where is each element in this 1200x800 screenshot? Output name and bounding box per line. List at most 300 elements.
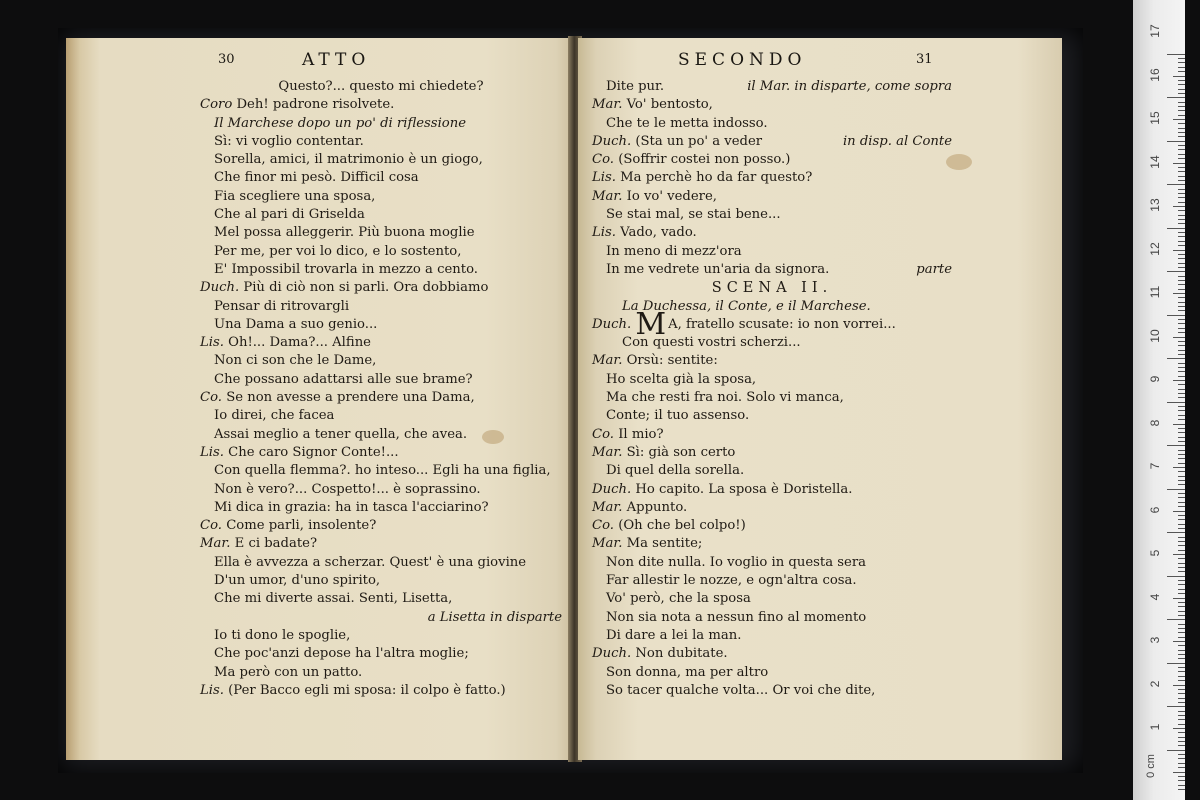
text-line [592,627,952,645]
ruler-tick [1178,284,1185,285]
text-line [200,298,562,316]
ruler-tick [1178,302,1185,303]
ruler-tick [1167,532,1185,533]
text-line [592,572,952,590]
measurement-ruler [1133,0,1185,800]
verse-text: Che finor mi pesò. Difficil cosa [214,170,419,186]
text-line [592,115,952,133]
ruler-tick [1178,193,1185,194]
ruler-tick [1178,106,1185,107]
text-line [200,279,562,297]
ruler-tick [1178,384,1185,385]
ruler-tick [1178,745,1185,746]
verse-text: Per me, per voi lo dico, e lo sostento, [214,243,462,259]
text-line [592,151,952,169]
ruler-tick [1167,706,1185,707]
verse-text: Orsù: sentite: [626,353,718,369]
text-line [592,682,952,700]
verse-text: (Per Bacco egli mi sposa: il colpo è fatto.) [228,682,506,698]
verse-text: E' Impossibil trovarla in mezzo a cento. [214,261,478,277]
right-page-number: 31 [916,52,933,67]
text-line [200,426,562,444]
ruler-tick [1178,558,1185,559]
verse-text: Ho scelta già la sposa, [606,371,757,387]
ruler-tick [1178,606,1185,607]
verse-text: Vado, vado. [620,225,697,241]
verse-text: Che possano adattarsi alle sue brame? [214,371,473,387]
ruler-tick [1178,323,1185,324]
ruler-tick [1178,702,1185,703]
ruler-tick [1178,102,1185,103]
ruler-tick [1178,371,1185,372]
ruler-tick [1178,563,1185,564]
ruler-tick [1178,715,1185,716]
ruler-tick [1178,763,1185,764]
verse-text: Come parli, insolente? [226,518,377,534]
ruler-tick [1178,297,1185,298]
ruler-label: 14 [1148,154,1162,169]
speaker-label: Coro [200,97,233,113]
ruler-tick [1173,511,1185,512]
ruler-tick [1178,593,1185,594]
ruler-tick [1178,180,1185,181]
ruler-tick [1167,315,1185,316]
text-line [592,590,952,608]
stage-direction: a Lisetta in disparte [427,609,562,625]
verse-text: Mel possa alleggerir. Più buona moglie [214,225,475,241]
ruler-tick [1178,62,1185,63]
ruler-tick [1167,489,1185,490]
ruler-tick [1178,263,1185,264]
ruler-label: 11 [1148,285,1162,299]
verse-text: Che mi diverte assai. Senti, Lisetta, [214,591,453,607]
left-page-header: ATTO [302,50,371,70]
ruler-tick [1167,358,1185,359]
ruler-tick [1178,785,1185,786]
ruler-tick [1178,632,1185,633]
text-line [200,627,562,645]
text-line [592,169,952,187]
verse-text: Questo?... questo mi chiedete? [278,79,484,94]
text-line [200,371,562,389]
verse-text: In me vedrete un'aria da signora. [606,261,830,277]
verse-text: So tacer qualche volta... Or voi che dite, [606,682,876,698]
ruler-tick [1178,236,1185,237]
ruler-tick [1167,228,1185,229]
text-line [592,243,952,261]
verse-text: Di dare a lei la man. [606,627,742,643]
ruler-tick [1178,476,1185,477]
ruler-tick [1178,223,1185,224]
verse-text: Conte; il tuo assenso. [606,408,750,424]
ruler-tick [1178,767,1185,768]
ruler-tick [1178,232,1185,233]
ruler-tick [1178,158,1185,159]
verse-text: Assai meglio a tener quella, che avea. [214,426,468,442]
ruler-tick [1178,698,1185,699]
ruler-tick [1178,289,1185,290]
text-line [200,609,562,627]
verse-text: Io vo' vedere, [626,188,717,204]
ruler-tick [1178,754,1185,755]
text-line [200,188,562,206]
verse-text: Che te le metta indosso. [606,115,768,131]
ruler-tick [1178,737,1185,738]
text-line [592,206,952,224]
right-page-header: SECONDO [678,50,807,70]
ruler-tick [1178,363,1185,364]
ruler-tick [1178,176,1185,177]
verse-text: (Soffrir costei non posso.) [618,152,791,168]
ruler-tick [1173,598,1185,599]
text-line [592,554,952,572]
speaker-label: Lis. [200,335,224,351]
text-line [200,78,562,96]
verse-text: Sì: vi voglio contentar. [214,133,364,149]
drop-cap: M [635,306,667,342]
ruler-tick [1178,354,1185,355]
speaker-label: Mar. [592,536,623,552]
ruler-tick [1178,493,1185,494]
ruler-tick [1178,437,1185,438]
ruler-tick [1167,750,1185,751]
ruler-label: 3 [1148,636,1162,644]
text-line [200,682,562,700]
text-line [200,243,562,261]
ruler-tick [1178,419,1185,420]
verse-text: Pensar di ritrovargli [214,298,350,314]
ruler-tick [1178,332,1185,333]
text-line [592,609,952,627]
speaker-label: Mar. [592,444,623,460]
verse-text: Ho capito. La sposa è Doristella. [635,481,853,497]
ruler-tick [1167,141,1185,142]
ruler-tick [1178,502,1185,503]
verse-text: Ma sentite; [626,536,703,552]
ruler-tick [1178,328,1185,329]
ruler-tick [1178,471,1185,472]
ruler-tick [1178,397,1185,398]
text-line [200,664,562,682]
verse-text: Con quella flemma?. ho inteso... Egli ha una figlia, [214,463,551,479]
ruler-tick [1178,319,1185,320]
ruler-label: 7 [1148,462,1162,470]
ruler-tick [1178,589,1185,590]
left-page-number: 30 [218,52,235,67]
text-line [592,334,952,352]
ruler-tick [1178,584,1185,585]
ruler-tick [1178,458,1185,459]
stage-direction: il Mar. in disparte, come sopra [747,79,952,94]
text-line [592,133,952,151]
ruler-tick [1178,345,1185,346]
ruler-tick [1178,132,1185,133]
ruler-tick [1178,280,1185,281]
ruler-tick [1178,67,1185,68]
ruler-tick [1178,676,1185,677]
ruler-tick [1178,197,1185,198]
text-line [200,462,562,480]
verse-text: Io ti dono le spoglie, [214,627,351,643]
verse-text: Appunto. [626,499,688,515]
ruler-tick [1178,415,1185,416]
text-line [592,481,952,499]
ruler-tick [1178,276,1185,277]
text-line [592,517,952,535]
text-line [200,224,562,242]
ruler-tick [1173,641,1185,642]
text-line [200,535,562,553]
text-line [592,352,952,370]
verse-text: Ma che resti fra noi. Solo vi manca, [606,390,844,406]
ruler-label: 16 [1148,67,1162,82]
ruler-tick [1178,506,1185,507]
ruler-label: 5 [1148,549,1162,557]
text-line [200,115,562,133]
ruler-tick [1178,537,1185,538]
text-line [200,352,562,370]
text-line [592,407,952,425]
speaker-label: Duch. [592,646,632,662]
verse-text: Il mio? [618,426,664,442]
text-line [200,645,562,663]
ruler-tick [1178,145,1185,146]
ruler-tick [1178,154,1185,155]
ruler-label: 13 [1148,198,1162,212]
verse-text: Non dite nulla. Io voglio in questa sera [606,554,867,570]
text-line [592,261,952,279]
ruler-tick [1173,728,1185,729]
verse-text: Ma perchè ho da far questo? [620,170,813,186]
text-line [592,78,952,96]
ruler-tick [1178,615,1185,616]
ruler-label: 12 [1148,241,1162,256]
verse-text: Far allestir le nozze, e ogn'altra cosa. [606,573,857,589]
ruler-tick [1178,519,1185,520]
text-line [200,389,562,407]
ruler-tick [1178,215,1185,216]
verse-text: Deh! padrone risolvete. [236,97,395,113]
ruler-tick [1178,780,1185,781]
ruler-tick [1178,611,1185,612]
text-line [592,371,952,389]
ruler-tick [1178,128,1185,129]
ruler-tick [1178,189,1185,190]
ruler-tick [1173,206,1185,207]
verse-text: Più di ciò non si parli. Ora dobbiamo [243,280,489,296]
ruler-tick [1178,210,1185,211]
ruler-tick [1178,724,1185,725]
stage-direction: in disp. al Conte [842,133,952,149]
ruler-tick [1178,219,1185,220]
ruler-tick [1178,654,1185,655]
speaker-label: Lis. [592,225,616,241]
ruler-tick [1173,76,1185,77]
verse-text: (Sta un po' a veder [635,133,763,149]
text-line [592,462,952,480]
ruler-tick [1178,689,1185,690]
ruler-tick [1178,93,1185,94]
ruler-tick [1178,671,1185,672]
text-line [592,426,952,444]
speaker-label: Mar. [200,536,231,552]
text-line [200,133,562,151]
speaker-label: Duch. [200,280,240,296]
ruler-tick [1178,497,1185,498]
text-line [200,316,562,334]
ruler-tick [1178,602,1185,603]
verse-text: Sorella, amici, il matrimonio è un giogo, [214,152,483,168]
ruler-tick [1178,550,1185,551]
ruler-tick [1167,445,1185,446]
ruler-tick [1173,163,1185,164]
text-line [592,499,952,517]
ruler-tick [1178,58,1185,59]
speaker-label: Mar. [592,353,623,369]
ruler-tick [1178,450,1185,451]
text-line [200,590,562,608]
verse-text: Fia scegliere una sposa, [214,188,376,204]
ruler-tick [1178,463,1185,464]
text-line [592,535,952,553]
ruler-tick [1178,245,1185,246]
text-line [200,206,562,224]
speaker-label: Lis. [200,682,224,698]
verse-text: Mi dica in grazia: ha in tasca l'acciarino? [214,499,489,515]
ruler-tick [1178,758,1185,759]
ruler-label: 4 [1148,593,1162,600]
verse-text: Vo' bentosto, [626,97,713,113]
ruler-tick [1178,545,1185,546]
text-line [592,664,952,682]
verse-text: Una Dama a suo genio... [214,316,378,332]
verse-text: Dite pur. [606,79,665,94]
ruler-tick [1178,432,1185,433]
verse-text: Con questi vostri scherzi... [622,335,801,351]
verse-text: Non sia nota a nessun fino al momento [606,609,867,625]
verse-text: (Oh che bel colpo!) [618,518,746,534]
ruler-tick [1178,541,1185,542]
verse-text: Vo' però, che la sposa [606,591,751,607]
ruler-label: 8 [1148,419,1162,426]
ruler-label: 2 [1148,680,1162,687]
ruler-tick [1167,402,1185,403]
stage-direction: La Duchessa, il Conte, e il Marchese. [622,298,871,314]
verse-text: Che al pari di Griselda [214,207,365,223]
verse-text: Son donna, ma per altro [606,664,769,680]
ruler-tick [1178,441,1185,442]
ruler-tick [1178,306,1185,307]
verse-text: E ci badate? [234,536,318,552]
ruler-tick [1178,515,1185,516]
verse-text: Ma però con un patto. [214,664,363,680]
text-line [200,169,562,187]
text-line [592,389,952,407]
ruler-tick [1178,732,1185,733]
ruler-tick [1178,719,1185,720]
ruler-tick [1178,776,1185,777]
ruler-label: 1 [1148,723,1162,731]
ruler-tick [1178,350,1185,351]
ruler-tick [1178,693,1185,694]
text-line [200,261,562,279]
text-line [200,151,562,169]
ruler-tick [1173,772,1185,773]
ruler-tick [1173,424,1185,425]
ruler-tick [1178,667,1185,668]
ruler-tick [1178,628,1185,629]
text-line [200,554,562,572]
left-page-text [200,78,562,700]
verse-text: In meno di mezz'ora [606,243,742,259]
verse-text: Non dubitate. [635,646,728,662]
ruler-tick [1178,711,1185,712]
text-line [200,96,562,114]
text-line [200,334,562,352]
text-line [592,224,952,242]
ruler-tick [1178,428,1185,429]
ruler-tick [1178,524,1185,525]
ruler-tick [1178,410,1185,411]
ruler-tick [1178,645,1185,646]
ruler-tick [1178,393,1185,394]
paper-stain [482,430,504,444]
ruler-label: 15 [1148,111,1162,125]
ruler-tick [1178,80,1185,81]
speaker-label: Lis. [592,170,616,186]
speaker-label: Co. [592,426,614,442]
ruler-label: 10 [1148,328,1162,343]
ruler-tick [1178,741,1185,742]
speaker-label: Mar. [592,188,623,204]
text-line [200,572,562,590]
ruler-tick [1178,367,1185,368]
ruler-tick [1178,254,1185,255]
verse-text: Oh!... Dama?... Alfine [228,335,371,351]
ruler-unit: 0 cm [1144,754,1157,778]
ruler-tick [1178,789,1185,790]
verse-text: Non è vero?... Cospetto!... è soprassino. [214,481,481,497]
scene-heading: SCENA II. [711,280,833,297]
ruler-tick [1178,171,1185,172]
ruler-tick [1178,149,1185,150]
ruler-tick [1178,258,1185,259]
ruler-tick [1178,123,1185,124]
speaker-label: Lis. [200,444,224,460]
ruler-tick [1173,119,1185,120]
ruler-tick [1178,571,1185,572]
text-line [200,407,562,425]
text-line [200,444,562,462]
ruler-tick [1178,71,1185,72]
ruler-label: 9 [1148,375,1162,383]
ruler-tick [1178,680,1185,681]
ruler-tick [1167,619,1185,620]
paper-stain [946,154,972,170]
ruler-tick [1178,241,1185,242]
ruler-tick [1173,250,1185,251]
speaker-label: Co. [200,518,222,534]
verse-text: A, fratello scusate: io non vorrei... [668,316,896,332]
text-line [200,499,562,517]
ruler-tick [1173,380,1185,381]
right-page [578,38,1062,760]
verse-text: Se stai mal, se stai bene... [606,207,781,223]
speaker-label: Duch. [592,481,632,497]
speaker-label: Co. [592,518,614,534]
text-line [592,96,952,114]
ruler-tick [1178,454,1185,455]
